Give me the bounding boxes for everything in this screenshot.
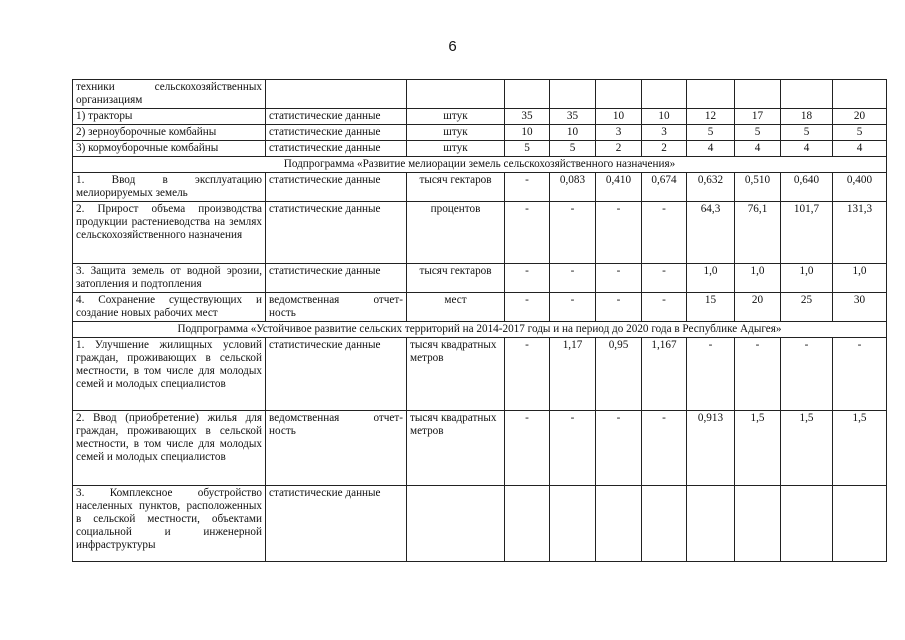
value-cell: 0,95 bbox=[596, 338, 642, 411]
value-cell: 5 bbox=[505, 141, 550, 157]
value-cell: - bbox=[505, 338, 550, 411]
value-cell: 1,167 bbox=[642, 338, 687, 411]
value-cell: - bbox=[550, 264, 596, 293]
table-row bbox=[73, 109, 887, 125]
value-cell: 5 bbox=[833, 125, 887, 141]
table-row bbox=[73, 264, 887, 293]
value-cell: - bbox=[642, 411, 687, 486]
data-source-cell bbox=[266, 293, 407, 322]
value-cell: 5 bbox=[687, 125, 735, 141]
value-cell bbox=[833, 486, 887, 562]
value-cell bbox=[550, 486, 596, 562]
value-cell: 10 bbox=[642, 109, 687, 125]
value-cell: 35 bbox=[550, 109, 596, 125]
value-cell: 20 bbox=[735, 293, 781, 322]
value-cell: 2 bbox=[596, 141, 642, 157]
table-row bbox=[73, 202, 887, 264]
value-cell: 0,913 bbox=[687, 411, 735, 486]
data-source-line bbox=[269, 294, 403, 307]
data-source-text: ность bbox=[269, 425, 296, 437]
indicator-name-cell: 2. Ввод (приобретение) жилья для граждан, проживающих в сельской местности, в том числе для молодых семей и молодых специалистов bbox=[73, 411, 266, 486]
page-number: 6 bbox=[448, 38, 457, 55]
value-cell: - bbox=[596, 293, 642, 322]
indicator-name-cell: 4. Сохранение существующих и создание новых рабочих мест bbox=[73, 293, 266, 322]
section-title: Подпрограмма «Развитие мелиорации земель сельскохозяйственного назначения» bbox=[73, 157, 887, 173]
unit-cell: мест bbox=[407, 293, 505, 322]
value-cell bbox=[642, 80, 687, 109]
value-cell: 76,1 bbox=[735, 202, 781, 264]
value-cell: 101,7 bbox=[781, 202, 833, 264]
value-cell: 0,410 bbox=[596, 173, 642, 202]
indicator-name-cell: 3) кормоуборочные комбайны bbox=[73, 141, 266, 157]
value-cell: 3 bbox=[596, 125, 642, 141]
value-cell bbox=[781, 80, 833, 109]
indicator-name-cell: 2) зерноуборочные комбайны bbox=[73, 125, 266, 141]
value-cell bbox=[505, 486, 550, 562]
value-cell bbox=[596, 486, 642, 562]
data-source-cell: статистические данные bbox=[266, 202, 407, 264]
value-cell: 5 bbox=[550, 141, 596, 157]
data-source-line bbox=[269, 412, 403, 425]
unit-cell: тысяч квадратных метров bbox=[407, 411, 505, 486]
value-cell: 0,083 bbox=[550, 173, 596, 202]
value-cell: 1,17 bbox=[550, 338, 596, 411]
value-cell: 30 bbox=[833, 293, 887, 322]
data-source-text: ведомственная bbox=[269, 294, 340, 306]
value-cell bbox=[833, 80, 887, 109]
value-cell: 4 bbox=[735, 141, 781, 157]
data-source-cell: статистические данные bbox=[266, 141, 407, 157]
value-cell: 4 bbox=[687, 141, 735, 157]
indicator-name-cell: 1. Ввод в эксплуатацию мелиорируемых земель bbox=[73, 173, 266, 202]
value-cell: - bbox=[550, 293, 596, 322]
value-cell: 0,400 bbox=[833, 173, 887, 202]
indicator-name-cell: 3. Защита земель от водной эрозии, затопления и подтопления bbox=[73, 264, 266, 293]
unit-cell bbox=[407, 80, 505, 109]
value-cell bbox=[505, 80, 550, 109]
value-cell: 131,3 bbox=[833, 202, 887, 264]
indicator-name-cell: 1) тракторы bbox=[73, 109, 266, 125]
indicator-name-cell: 2. Прирост объема производства продукции растениеводства на землях сельскохозяйственного назначения bbox=[73, 202, 266, 264]
unit-cell: тысяч гектаров bbox=[407, 264, 505, 293]
data-source-cell: статистические данные bbox=[266, 109, 407, 125]
section-header-row bbox=[73, 157, 887, 173]
value-cell: 17 bbox=[735, 109, 781, 125]
value-cell bbox=[735, 486, 781, 562]
data-source-cell: статистические данные bbox=[266, 264, 407, 293]
value-cell: 1,5 bbox=[781, 411, 833, 486]
value-cell: 4 bbox=[781, 141, 833, 157]
unit-cell: штук bbox=[407, 141, 505, 157]
table-row bbox=[73, 141, 887, 157]
value-cell: - bbox=[642, 293, 687, 322]
value-cell: 18 bbox=[781, 109, 833, 125]
indicator-name-cell: 3. Комплексное обустройство населенных пунктов, расположенных в сельской местности, объектами социальной и инженерной инфраструктуры bbox=[73, 486, 266, 562]
data-source-cell bbox=[266, 411, 407, 486]
table-row bbox=[73, 338, 887, 411]
value-cell bbox=[596, 80, 642, 109]
value-cell: - bbox=[505, 264, 550, 293]
value-cell: 0,632 bbox=[687, 173, 735, 202]
value-cell: - bbox=[833, 338, 887, 411]
value-cell: 20 bbox=[833, 109, 887, 125]
value-cell: 2 bbox=[642, 141, 687, 157]
data-source-cell: статистические данные bbox=[266, 486, 407, 562]
value-cell: 5 bbox=[735, 125, 781, 141]
value-cell: - bbox=[505, 173, 550, 202]
value-cell: - bbox=[596, 411, 642, 486]
table-row bbox=[73, 293, 887, 322]
value-cell: 10 bbox=[550, 125, 596, 141]
value-cell: - bbox=[687, 338, 735, 411]
value-cell: 3 bbox=[642, 125, 687, 141]
indicators-table bbox=[72, 79, 887, 562]
table-row bbox=[73, 173, 887, 202]
value-cell: - bbox=[735, 338, 781, 411]
unit-cell: штук bbox=[407, 109, 505, 125]
value-cell: 1,0 bbox=[833, 264, 887, 293]
value-cell: 1,0 bbox=[687, 264, 735, 293]
value-cell: - bbox=[642, 202, 687, 264]
table-row bbox=[73, 80, 887, 109]
value-cell: - bbox=[550, 202, 596, 264]
table-row bbox=[73, 411, 887, 486]
value-cell bbox=[687, 486, 735, 562]
data-source-cell bbox=[266, 80, 407, 109]
table-row bbox=[73, 125, 887, 141]
value-cell: 0,674 bbox=[642, 173, 687, 202]
value-cell: 1,5 bbox=[833, 411, 887, 486]
value-cell: - bbox=[781, 338, 833, 411]
value-cell: 1,5 bbox=[735, 411, 781, 486]
value-cell: 15 bbox=[687, 293, 735, 322]
value-cell: - bbox=[596, 264, 642, 293]
value-cell: 1,0 bbox=[735, 264, 781, 293]
value-cell: 25 bbox=[781, 293, 833, 322]
unit-cell: процентов bbox=[407, 202, 505, 264]
indicator-name-cell: техники сельскохозяйственных организациям bbox=[73, 80, 266, 109]
value-cell: - bbox=[596, 202, 642, 264]
unit-cell: тысяч квадратных метров bbox=[407, 338, 505, 411]
data-source-text: отчет- bbox=[373, 412, 403, 424]
value-cell: 5 bbox=[781, 125, 833, 141]
unit-cell bbox=[407, 486, 505, 562]
unit-cell: штук bbox=[407, 125, 505, 141]
section-title: Подпрограмма «Устойчивое развитие сельских территорий на 2014-2017 годы и на период до 2020 года в Республике Адыгея» bbox=[73, 322, 887, 338]
value-cell: 35 bbox=[505, 109, 550, 125]
value-cell: 0,640 bbox=[781, 173, 833, 202]
value-cell: 0,510 bbox=[735, 173, 781, 202]
value-cell: - bbox=[550, 411, 596, 486]
value-cell bbox=[687, 80, 735, 109]
table-row bbox=[73, 486, 887, 562]
indicator-name-cell: 1. Улучшение жилищных условий граждан, проживающих в сельской местности, в том числе для молодых семей и молодых специалистов bbox=[73, 338, 266, 411]
value-cell: 1,0 bbox=[781, 264, 833, 293]
value-cell bbox=[781, 486, 833, 562]
value-cell bbox=[550, 80, 596, 109]
data-source-cell: статистические данные bbox=[266, 125, 407, 141]
data-source-cell: статистические данные bbox=[266, 173, 407, 202]
value-cell: - bbox=[642, 264, 687, 293]
unit-cell: тысяч гектаров bbox=[407, 173, 505, 202]
data-source-cell: статистические данные bbox=[266, 338, 407, 411]
value-cell: - bbox=[505, 411, 550, 486]
value-cell bbox=[642, 486, 687, 562]
data-source-text: ность bbox=[269, 307, 296, 319]
data-source-text: ведомственная bbox=[269, 412, 340, 424]
value-cell: 64,3 bbox=[687, 202, 735, 264]
value-cell: - bbox=[505, 293, 550, 322]
value-cell: 10 bbox=[596, 109, 642, 125]
data-source-text: отчет- bbox=[373, 294, 403, 306]
value-cell: 12 bbox=[687, 109, 735, 125]
value-cell bbox=[735, 80, 781, 109]
value-cell: 4 bbox=[833, 141, 887, 157]
value-cell: 10 bbox=[505, 125, 550, 141]
value-cell: - bbox=[505, 202, 550, 264]
section-header-row bbox=[73, 322, 887, 338]
